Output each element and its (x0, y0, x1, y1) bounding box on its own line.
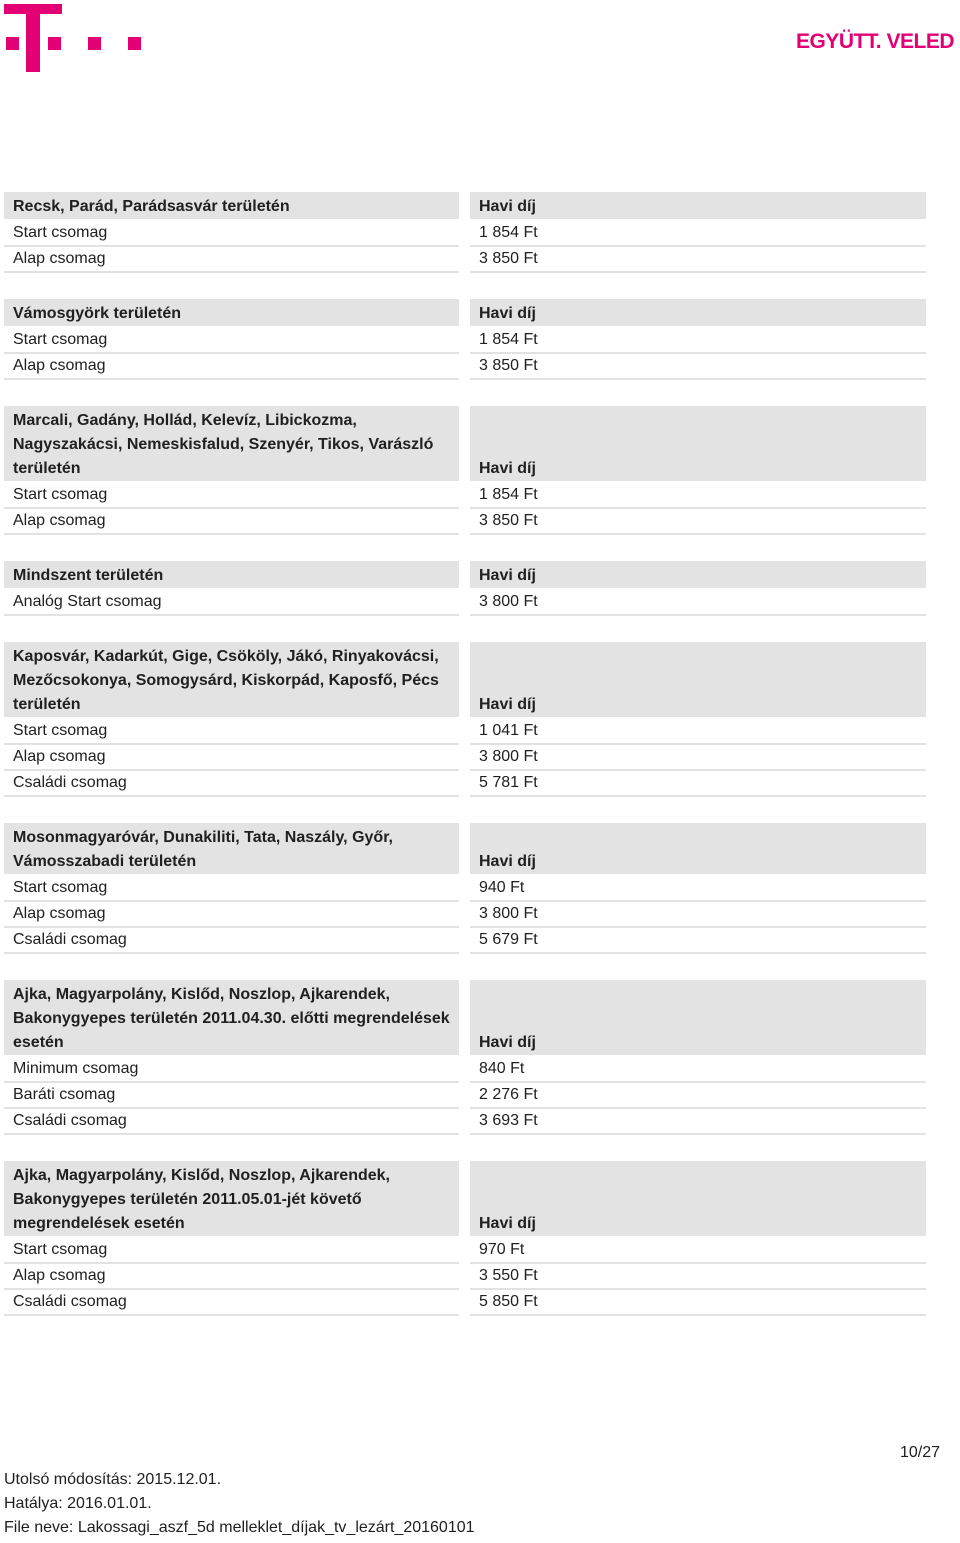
column-gap (459, 927, 470, 953)
package-name: Alap csomag (4, 901, 459, 927)
monthly-fee-header: Havi díj (470, 299, 926, 327)
table-row (4, 1056, 926, 1082)
package-price: 3 850 Ft (470, 246, 926, 272)
column-gap (459, 901, 470, 927)
package-price: 5 679 Ft (470, 927, 926, 953)
column-gap (459, 482, 470, 508)
table-row (4, 927, 926, 953)
column-gap (459, 875, 470, 901)
table-row (4, 246, 926, 272)
package-name: Minimum csomag (4, 1056, 459, 1082)
column-gap (459, 561, 470, 589)
price-table (4, 406, 926, 535)
package-name: Családi csomag (4, 1108, 459, 1134)
area-title: Ajka, Magyarpolány, Kislőd, Noszlop, Ajkarendek, Bakonygyepes területén 2011.05.01-jét követő megrendelések esetén (4, 1161, 459, 1237)
package-price: 3 550 Ft (470, 1263, 926, 1289)
table-row (4, 901, 926, 927)
price-table (4, 192, 926, 273)
package-price: 840 Ft (470, 1056, 926, 1082)
column-gap (459, 406, 470, 482)
package-name: Alap csomag (4, 508, 459, 534)
column-gap (459, 823, 470, 875)
table-header-row (4, 980, 926, 1056)
column-gap (459, 589, 470, 615)
package-price: 3 850 Ft (470, 353, 926, 379)
telekom-logo (4, 4, 144, 79)
table-header-row (4, 561, 926, 589)
column-gap (459, 192, 470, 220)
table-row (4, 327, 926, 353)
area-title: Mosonmagyaróvár, Dunakiliti, Tata, Naszály, Győr, Vámosszabadi területén (4, 823, 459, 875)
column-gap (459, 1082, 470, 1108)
price-tables (4, 192, 926, 1316)
package-name: Alap csomag (4, 246, 459, 272)
column-gap (459, 1108, 470, 1134)
column-gap (459, 1161, 470, 1237)
table-row (4, 589, 926, 615)
monthly-fee-header: Havi díj (470, 642, 926, 718)
table-header-row (4, 406, 926, 482)
monthly-fee-header: Havi díj (470, 561, 926, 589)
package-name: Start csomag (4, 220, 459, 246)
column-gap (459, 299, 470, 327)
table-row (4, 1108, 926, 1134)
package-name: Start csomag (4, 327, 459, 353)
column-gap (459, 246, 470, 272)
price-table (4, 561, 926, 616)
table-row (4, 1237, 926, 1263)
price-table (4, 1161, 926, 1316)
package-name: Alap csomag (4, 1263, 459, 1289)
package-name: Alap csomag (4, 353, 459, 379)
package-name: Családi csomag (4, 927, 459, 953)
column-gap (459, 1237, 470, 1263)
package-name: Start csomag (4, 482, 459, 508)
table-row (4, 1082, 926, 1108)
package-price: 940 Ft (470, 875, 926, 901)
package-name: Baráti csomag (4, 1082, 459, 1108)
footer (4, 1468, 475, 1540)
price-table (4, 642, 926, 797)
effective-date: Hatálya: 2016.01.01. (4, 1495, 152, 1512)
table-header-row (4, 642, 926, 718)
column-gap (459, 220, 470, 246)
table-row (4, 508, 926, 534)
table-row (4, 744, 926, 770)
package-name: Alap csomag (4, 744, 459, 770)
area-title: Recsk, Parád, Parádsasvár területén (4, 192, 459, 220)
column-gap (459, 1056, 470, 1082)
file-name: File neve: Lakossagi_aszf_5d melleklet_díjak_tv_lezárt_20160101 (4, 1519, 475, 1536)
package-price: 1 854 Ft (470, 482, 926, 508)
table-row (4, 718, 926, 744)
package-price: 3 693 Ft (470, 1108, 926, 1134)
package-price: 1 854 Ft (470, 220, 926, 246)
area-title: Kaposvár, Kadarkút, Gige, Csököly, Jákó, Rinyakovácsi, Mezőcsokonya, Somogysárd, Kiskorpád, Kaposfő, Pécs területén (4, 642, 459, 718)
table-row (4, 220, 926, 246)
package-price: 5 850 Ft (470, 1289, 926, 1315)
monthly-fee-header: Havi díj (470, 1161, 926, 1237)
slogan: EGYÜTT. VELED (795, 30, 954, 53)
area-title: Vámosgyörk területén (4, 299, 459, 327)
table-row (4, 1289, 926, 1315)
package-name: Családi csomag (4, 1289, 459, 1315)
package-name: Analóg Start csomag (4, 589, 459, 615)
table-header-row (4, 192, 926, 220)
table-row (4, 875, 926, 901)
table-header-row (4, 299, 926, 327)
page-number: 10/27 (899, 1444, 940, 1461)
monthly-fee-header: Havi díj (470, 823, 926, 875)
package-price: 1 854 Ft (470, 327, 926, 353)
table-row (4, 1263, 926, 1289)
monthly-fee-header: Havi díj (470, 192, 926, 220)
package-price: 2 276 Ft (470, 1082, 926, 1108)
column-gap (459, 327, 470, 353)
price-table (4, 299, 926, 380)
package-name: Családi csomag (4, 770, 459, 796)
column-gap (459, 744, 470, 770)
table-row (4, 770, 926, 796)
column-gap (459, 642, 470, 718)
package-price: 3 800 Ft (470, 589, 926, 615)
area-title: Marcali, Gadány, Hollád, Kelevíz, Libickozma, Nagyszakácsi, Nemeskisfalud, Szenyér, Tikos, Varászló területén (4, 406, 459, 482)
monthly-fee-header: Havi díj (470, 980, 926, 1056)
column-gap (459, 718, 470, 744)
column-gap (459, 508, 470, 534)
package-name: Start csomag (4, 1237, 459, 1263)
column-gap (459, 980, 470, 1056)
package-price: 1 041 Ft (470, 718, 926, 744)
price-table (4, 823, 926, 954)
area-title: Mindszent területén (4, 561, 459, 589)
last-modified: Utolsó módosítás: 2015.12.01. (4, 1471, 222, 1488)
package-price: 3 850 Ft (470, 508, 926, 534)
area-title: Ajka, Magyarpolány, Kislőd, Noszlop, Ajkarendek, Bakonygyepes területén 2011.04.30. előtti megrendelések esetén (4, 980, 459, 1056)
column-gap (459, 353, 470, 379)
package-price: 3 800 Ft (470, 901, 926, 927)
monthly-fee-header: Havi díj (470, 406, 926, 482)
package-price: 970 Ft (470, 1237, 926, 1263)
column-gap (459, 770, 470, 796)
column-gap (459, 1289, 470, 1315)
table-row (4, 353, 926, 379)
package-name: Start csomag (4, 718, 459, 744)
package-price: 3 800 Ft (470, 744, 926, 770)
telekom-t-logo-icon (4, 4, 144, 74)
column-gap (459, 1263, 470, 1289)
table-header-row (4, 823, 926, 875)
package-name: Start csomag (4, 875, 459, 901)
package-price: 5 781 Ft (470, 770, 926, 796)
table-row (4, 482, 926, 508)
table-header-row (4, 1161, 926, 1237)
price-table (4, 980, 926, 1135)
